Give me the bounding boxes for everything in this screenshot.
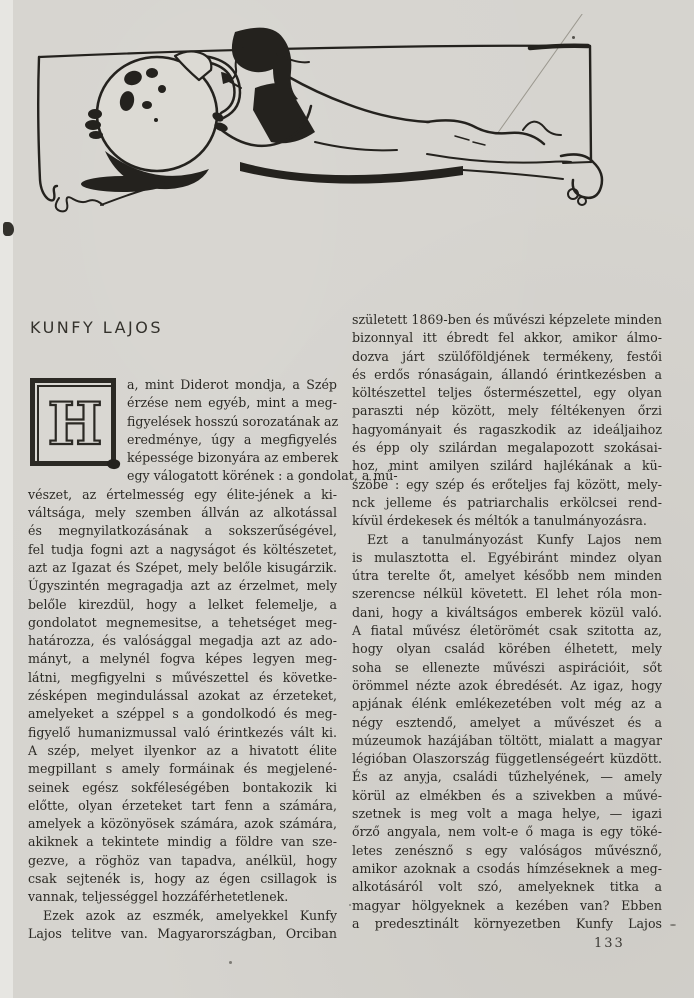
ink-speck	[670, 924, 676, 926]
text-line: képessége bizonyára az emberek	[127, 450, 339, 466]
text-line: dozva járt szülőföldjének termékeny, festői	[352, 348, 662, 364]
text-line: alkotásáról volt szó, amelyeknek titka a	[352, 879, 662, 895]
dropcap-inner-border	[37, 385, 113, 463]
dropcap-letter: H	[47, 390, 103, 458]
text-line: váltsága, mely szemben állván az alkotással	[28, 505, 337, 521]
text-line: kívül érdekesek és méltók a tanulmányozásra.	[352, 513, 647, 529]
text-line: hogy olyan család körében élhetett, mely	[352, 641, 662, 657]
text-line: is mulasztotta el. Egyébiránt mindez olyan	[352, 549, 662, 565]
page-title: KUNFY LAJOS	[30, 317, 163, 338]
text-line: négy esztendő, amelyet a művészet és a	[352, 714, 662, 730]
text-line: körül az elmékben és a szivekben a művé-	[352, 787, 662, 803]
text-line: letes zenésznő s egy valóságos művésznő,	[352, 842, 662, 858]
text-column-right	[352, 311, 662, 933]
text-line: Lajos telitve van. Magyarországban, Orciban	[28, 925, 337, 941]
text-line: légióban Olaszország függetlenségeért küzdött.	[352, 751, 662, 767]
text-line: szerencse nélkül követett. El lehet róla mon-	[352, 586, 662, 602]
dropcap-initial	[30, 378, 116, 466]
text-line: hagyományait és ragaszkodik az ideáljaihoz	[352, 421, 662, 437]
text-line: hoz, mint amilyen szilárd hajlékának a kü-	[352, 458, 662, 474]
text-column-left	[28, 376, 398, 943]
text-line: soha se ellenezte művészi aspirációit, sőt	[352, 659, 662, 675]
text-line: mányt, a melynél fogva képes legyen meg-	[28, 651, 337, 667]
scratch-artifact	[497, 14, 585, 134]
text-line: amelyek a közönyösek számára, azok számára,	[28, 816, 337, 832]
text-line: akiknek a tekintete mindig a földre van sze-	[28, 834, 337, 850]
text-line: Ezt a tanulmányozást Kunfy Lajos nem	[367, 531, 662, 547]
text-line: És az anyja, családi tűzhelyének, — amely	[352, 769, 662, 785]
text-line: amelyeket a széppel s a gondolkodó és meg-	[28, 706, 337, 722]
text-line: csak sejtenék is, hogy az égen csillagok is	[28, 871, 337, 887]
ink-speck	[572, 36, 575, 39]
text-line: A szép, melyet ilyenkor az a hivatott élite	[28, 742, 337, 758]
ink-speck	[3, 222, 14, 236]
jug	[81, 51, 237, 192]
text-line: útra terelte őt, amelyet később nem minden	[352, 568, 662, 584]
text-line: előtte, olyan érzeteket tart fenn a számára,	[28, 797, 337, 813]
ink-speck	[229, 961, 232, 964]
text-line: gezve, a röghöz van tapadva, anélkül, hogy	[28, 852, 337, 868]
text-line: a predesztinált környezetben Kunfy Lajos	[352, 915, 662, 931]
text-line: múzeumok hazájában töltött, mialatt a magyar	[352, 732, 662, 748]
text-line: fel tudja fogni azt a nagyságot és költészetet,	[28, 541, 337, 557]
text-line: költészettel teljes őstermészettel, egy olyan	[352, 385, 662, 401]
text-line: nck jelleme és patriarchalis erkölcsei rend-	[352, 494, 662, 510]
text-line: A fiatal művész életörömét csak szitotta az,	[352, 623, 662, 639]
text-line: gondolatot megnemesitse, a tehetséget meg-	[28, 614, 337, 630]
text-line: a, mint Diderot mondja, a Szép	[127, 377, 337, 392]
text-line: őrző angyala, nem volt-e ő maga is egy töké-	[352, 824, 662, 840]
text-line: azt az Igazat és Szépet, mely belőle kisugárzik.	[28, 559, 337, 575]
headpiece-illustration-icon	[25, 14, 625, 229]
text-line: és erdős rónaságain, állandó érintkezésben a	[352, 366, 662, 382]
text-line: egy válogatott körének : a gondolat, a mű-	[127, 468, 398, 484]
text-line: figyelő humanizmussal való érintkezés vált ki.	[28, 724, 337, 740]
text-line: belőle kirezdül, hogy a lelket felemelje, a	[28, 596, 337, 612]
text-line: figyelések hosszú sorozatának az	[127, 413, 339, 429]
text-line: látni, megfigyelni s művészettel és követke-	[28, 669, 337, 685]
text-line: érzése nem egyéb, mint a meg-	[127, 395, 337, 411]
text-line: örömmel nézte azok ébredését. Az igaz, hogy	[352, 677, 662, 693]
text-line: Ezek azok az eszmék, amelyekkel Kunfy	[43, 907, 337, 923]
page-number: 133	[594, 936, 625, 951]
text-line: bizonnyal itt ébredt fel akkor, amikor álmo-	[352, 330, 662, 346]
ink-speck	[349, 904, 351, 906]
text-line: paraszti nép között, mely féltékenyen őrzi	[352, 403, 662, 419]
scan-edge-strip	[0, 0, 13, 998]
text-line: és épp oly szilárdan megalapozott szokásai-	[352, 440, 662, 456]
text-line: apjának élénk emlékezetében volt még az a	[352, 696, 662, 712]
text-line: Úgyszintén megragadja azt az érzelmet, mely	[28, 578, 337, 594]
text-line: seinek egész sokféleségében bontakozik ki	[28, 779, 337, 795]
text-line: amikor azoknak a csodás hímzéseknek a meg-	[352, 860, 662, 876]
text-line: vészet, az értelmesség egy élite-jének a ki-	[28, 486, 337, 502]
text-line: szetnek is meg volt a maga helye, — igazi	[352, 806, 662, 822]
text-line: eredménye, úgy a megfigyelés	[127, 431, 337, 447]
text-line: határozza, és valósággal megadja azt az ado-	[28, 633, 337, 649]
text-line: szöbe : egy szép és erőteljes faj között, mely-	[352, 476, 662, 492]
text-line: és megnyilatkozásának a sokszerűségével,	[28, 523, 337, 539]
text-line: vannak, teljességgel hozzáférhetetlenek.	[28, 889, 289, 905]
text-line: megpillant s amely formáinak és megjelené-	[28, 761, 337, 777]
text-line: született 1869-ben és művészi képzelete minden	[352, 312, 662, 327]
text-line: magyar hölgyeknek a kezében van? Ebben	[352, 897, 662, 913]
text-line: zésképen megindulással azokat az érzeteket,	[28, 688, 337, 704]
text-line: dani, hogy a kiváltságos emberek közül való.	[352, 604, 662, 620]
